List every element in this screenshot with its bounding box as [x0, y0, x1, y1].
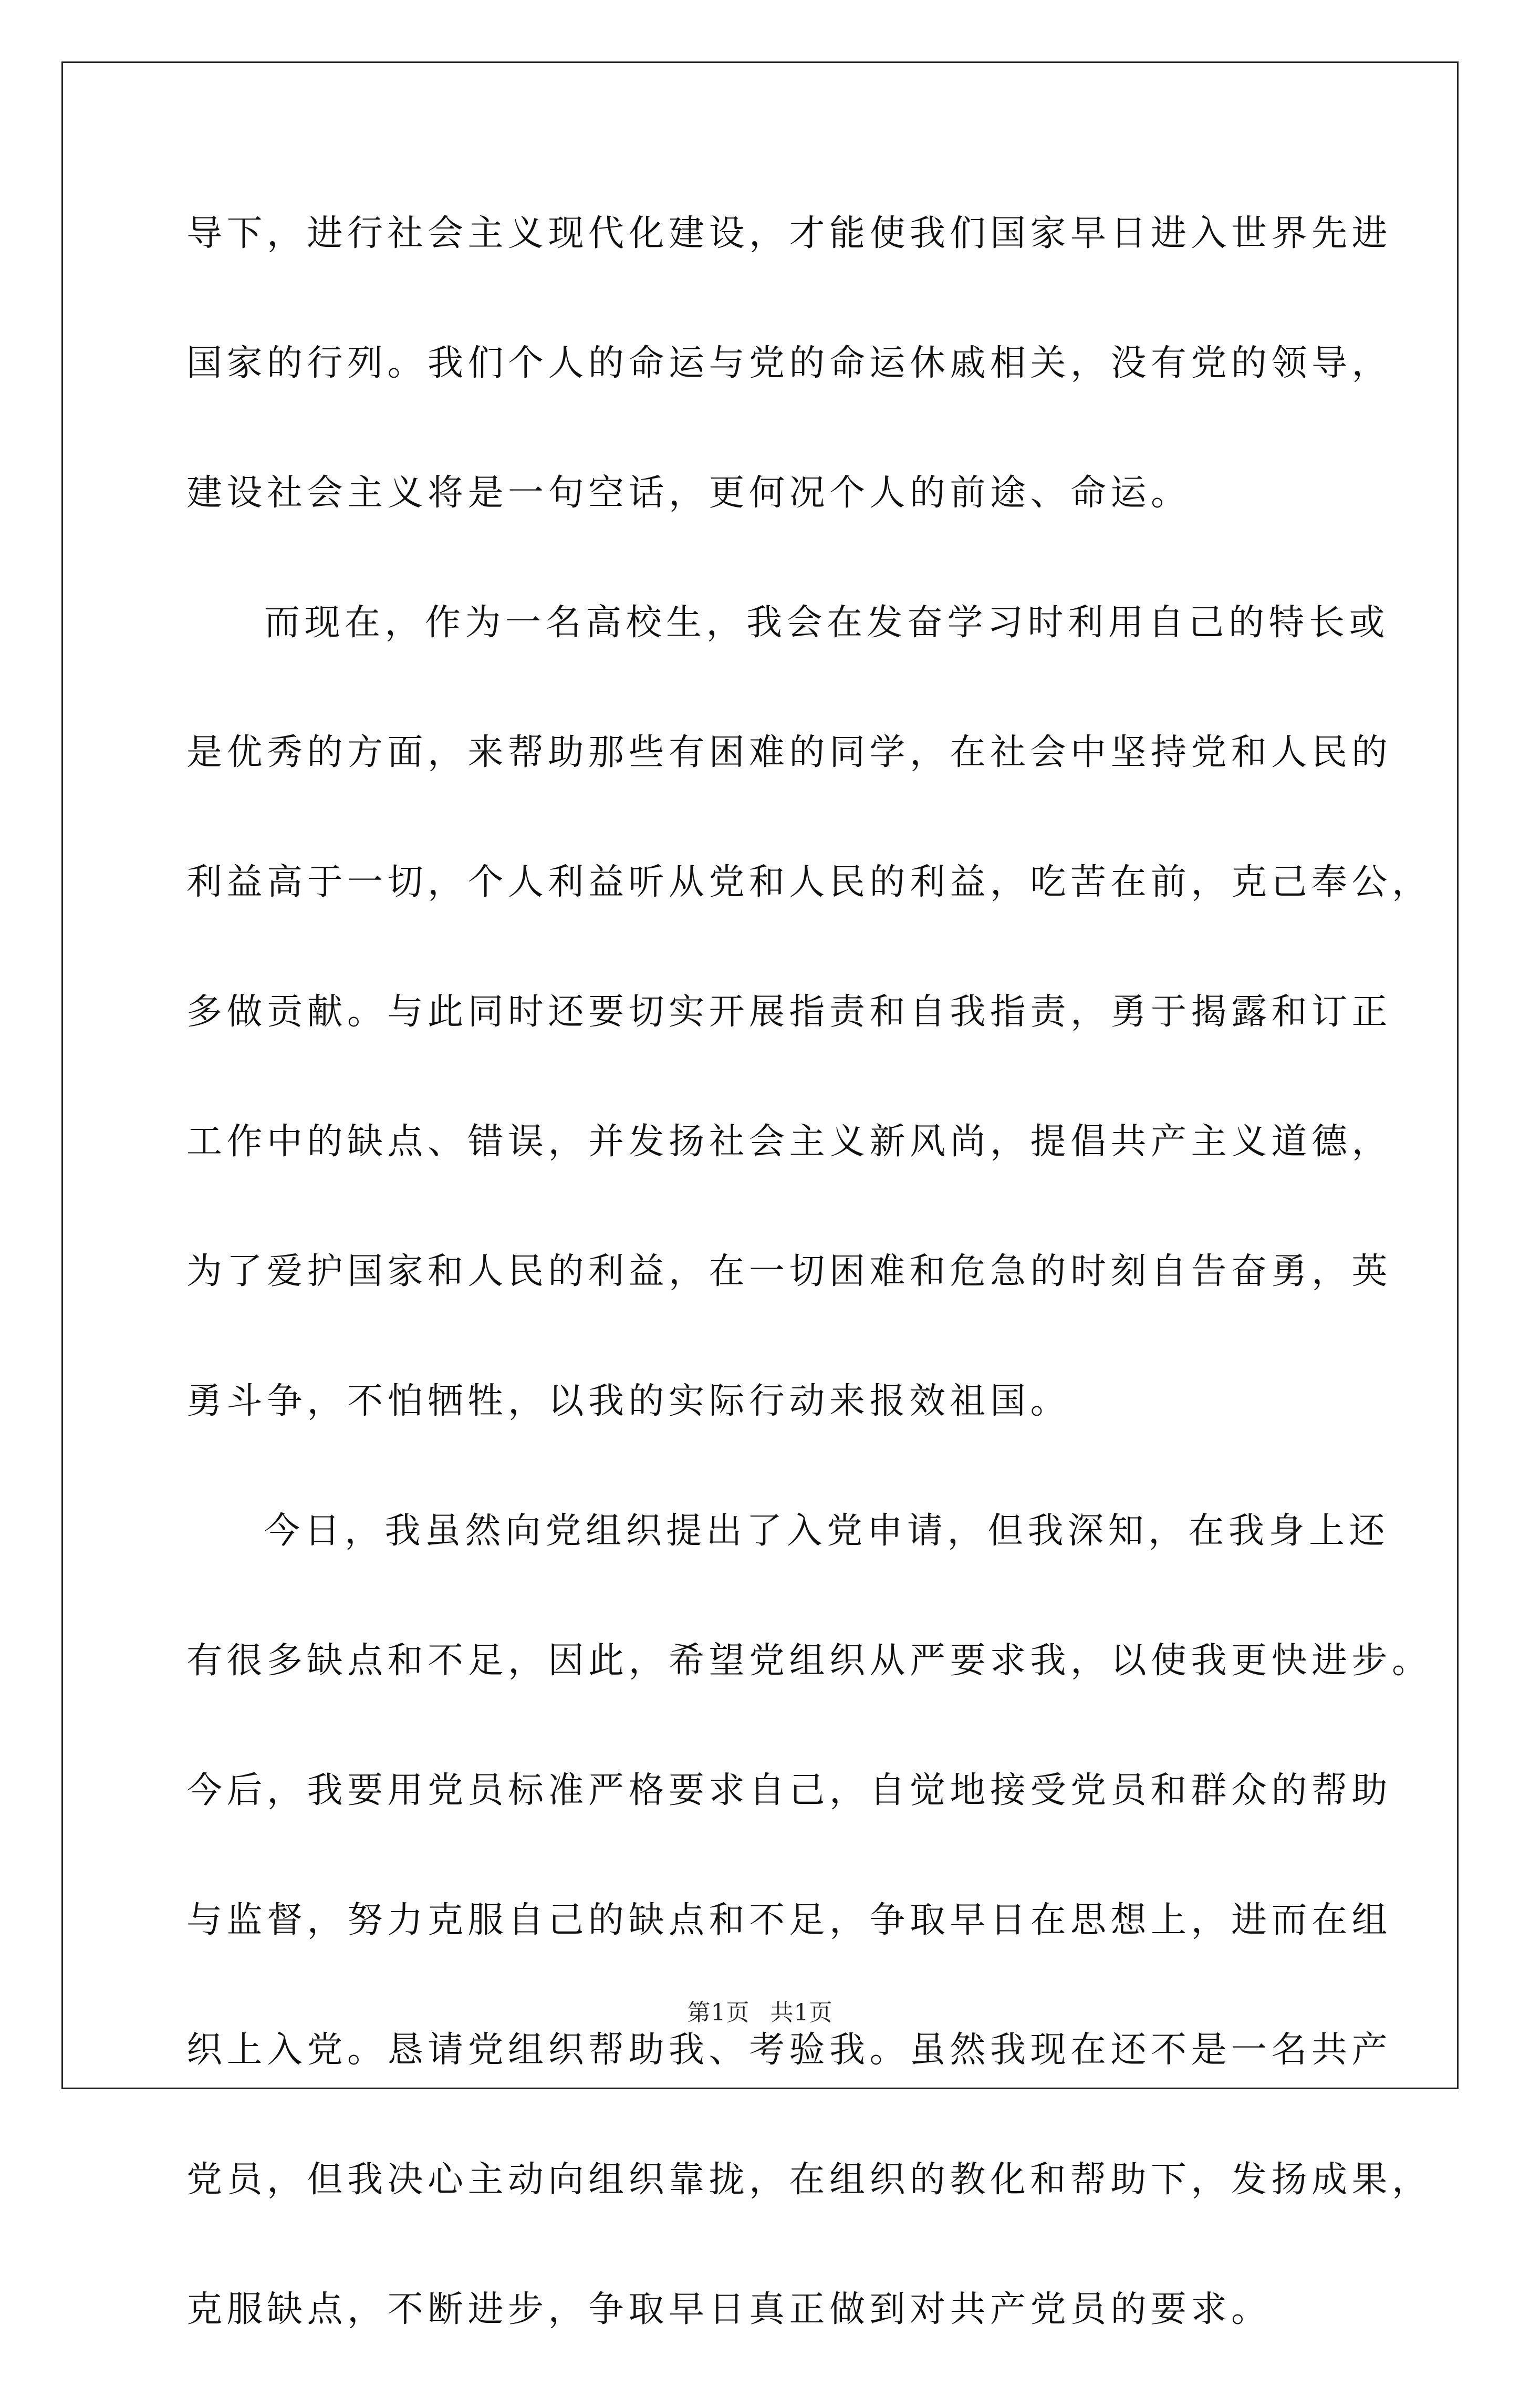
text-line: 而现在，作为一名高校生，我会在发奋学习时利用自己的特长或	[264, 602, 1390, 643]
text-line: 为了爱护国家和人民的利益，在一切困难和危急的时刻自告奋勇，英	[186, 1251, 1392, 1292]
page-number-current: 第1页	[687, 1999, 750, 2026]
text-line: 今后，我要用党员标准严格要求自己，自觉地接受党员和群众的帮助	[186, 1770, 1392, 1811]
document-body	[186, 202, 1432, 2408]
page-footer	[0, 1994, 1520, 2027]
text-line: 今日，我虽然向党组织提出了入党申请，但我深知，在我身上还	[264, 1510, 1390, 1552]
text-line: 多做贡献。与此同时还要切实开展指责和自我指责，勇于揭露和订正	[186, 991, 1392, 1033]
text-line: 织上入党。恳请党组织帮助我、考验我。虽然我现在还不是一名共产	[186, 2029, 1392, 2071]
text-line: 克服缺点，不断进步，争取早日真正做到对共产党员的要求。	[186, 2289, 1272, 2330]
text-line: 党员，但我决心主动向组织靠拢，在组织的教化和帮助下，发扬成果，	[186, 2159, 1432, 2201]
text-line: 建设社会主义将是一句空话，更何况个人的前途、命运。	[186, 472, 1191, 514]
page-number-total: 共1页	[770, 1999, 833, 2026]
text-line: 与监督，努力克服自己的缺点和不足，争取早日在思想上，进而在组	[186, 1900, 1392, 1941]
text-line: 导下，进行社会主义现代化建设，才能使我们国家早日进入世界先进	[186, 213, 1392, 254]
text-line: 勇斗争，不怕牺牲，以我的实际行动来报效祖国。	[186, 1381, 1071, 1422]
text-line: 利益高于一切，个人利益听从党和人民的利益，吃苦在前，克己奉公，	[186, 862, 1432, 903]
text-line: 有很多缺点和不足，因此，希望党组织从严要求我，以使我更快进步。	[186, 1640, 1432, 1682]
text-line: 是优秀的方面，来帮助那些有困难的同学，在社会中坚持党和人民的	[186, 732, 1392, 773]
text-line: 国家的行列。我们个人的命运与党的命运休戚相关，没有党的领导，	[186, 342, 1392, 384]
text-line: 工作中的缺点、错误，并发扬社会主义新风尚，提倡共产主义道德，	[186, 1121, 1392, 1163]
